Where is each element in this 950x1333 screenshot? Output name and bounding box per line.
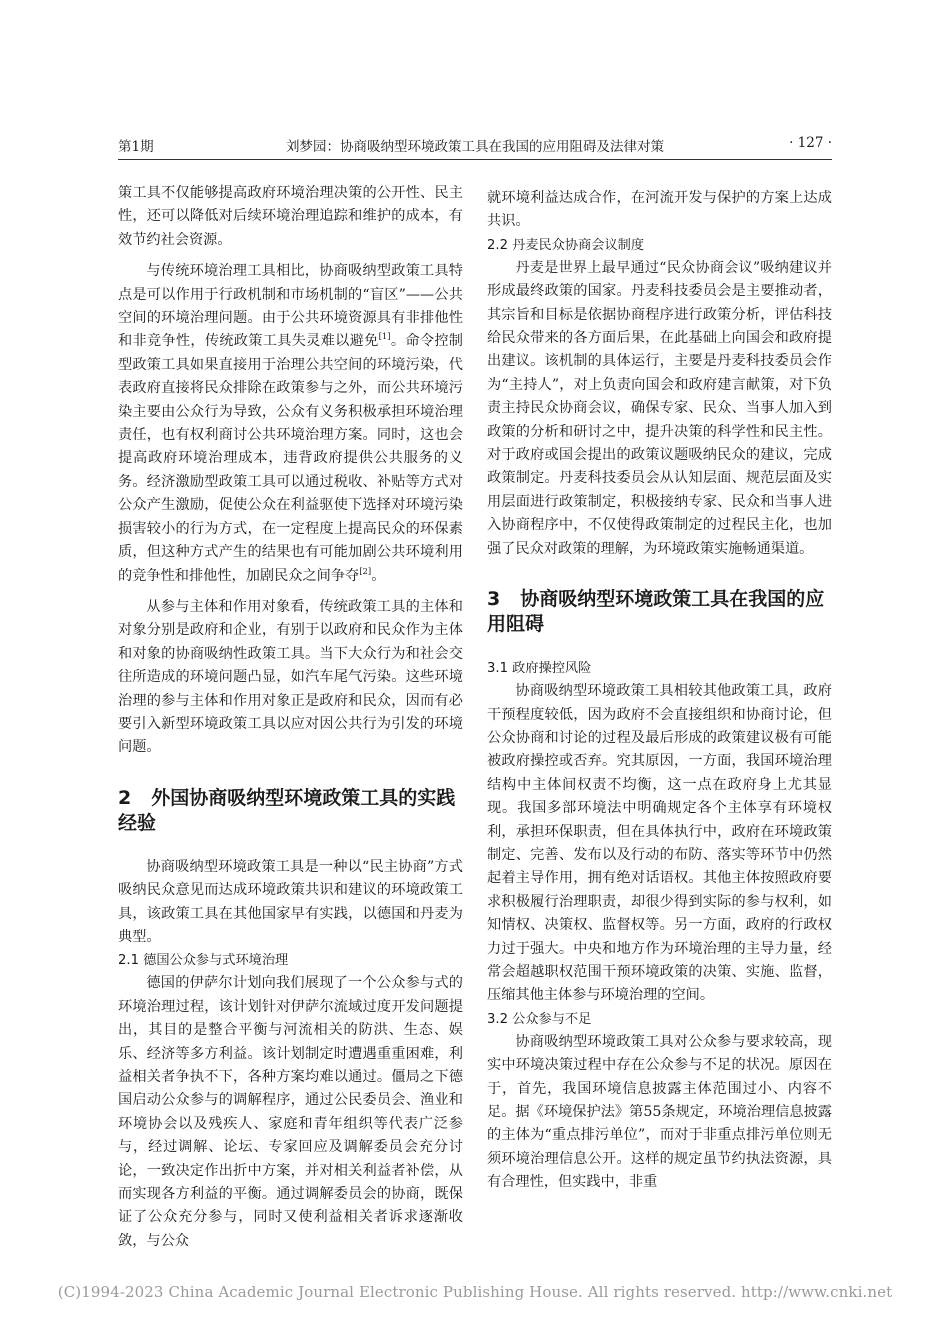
paragraph: 策工具不仅能够提高政府环境治理决策的公开性、民主性，还可以降低对后续环境治理追踪和维护的成本，有效节约社会资源。 xyxy=(118,185,463,248)
paragraph: 协商吸纳型环境政策工具对公众参与要求较高，现实中环境决策过程中存在公众参与不足的状况。原因在于，首先，我国环境信息披露主体范围过小、内容不足。据《环境保护法》第55条规定，环境治理信息披露的主体为“重点排污单位”，而对于非重点排污单位则无须环境治理信息公开。这样的规定虽节约执法资源，具有合理性，但实践中，非重 xyxy=(487,1033,832,1191)
subsection-heading: 2.1 德国公众参与式环境治理 xyxy=(118,953,289,969)
issue-number: 第1期 xyxy=(118,139,154,155)
section-number: 3 xyxy=(487,588,501,611)
right-column xyxy=(487,187,832,1195)
header-rule xyxy=(118,159,832,160)
paragraph-text: 。命令控制型政策工具如果直接用于治理公共空间的环境污染，代表政府直接将民众排除在政策参与之外，而公共环境污染主要由公众行为导致，公众有义务积极承担环境治理责任，也有权利商讨公共环境治理方案。同时，这也会提高政府环境治理成本，违背政府提供公共服务的义务。经济激励型政策工具可以通过税收、补贴等方式对公众产生激励，促使公众在利益驱使下选择对环境污染损害较小的行为方式，在一定程度上提高民众的环保素质，但这种方式产生的结果也有可能加剧公共环境利用的竞争性和排他性，加剧民众之间争夺 xyxy=(118,333,463,584)
section-heading xyxy=(487,587,832,637)
section-title: 外国协商吸纳型环境政策工具的实践经验 xyxy=(118,786,456,834)
copyright-footer: (C)1994-2023 China Academic Journal Electronic Publishing House. All rights reserved. http://www.cnki.net xyxy=(57,1283,893,1301)
paragraph: 丹麦是世界上最早通过“民众协商会议”吸纳建议并形成最终政策的国家。丹麦科技委员会是主要推动者，其宗旨和目标是依据协商程序进行政策分析，评估科技给民众带来的各方面后果，在此基础上向国会和政府提出建议。该机制的具体运行，主要是丹麦科技委员会作为“主持人”，对上负责向国会和政府建言献策，对下负责主持民众协商会议，确保专家、民众、当事人加入到政策的分析和研讨之中，提升决策的科学性和民主性。对于政府或国会提出的政策议题吸纳民众的建议，完成政策制定。丹麦科技委员会从认知层面、规范层面及实用层面进行政策制定，积极接纳专家、民众和当事人进入协商程序中，不仅使得政策制定的过程民主化，也加强了民众对政策的理解，为环境政策实施畅通渠道。 xyxy=(487,259,832,557)
paragraph: 协商吸纳型环境政策工具相较其他政策工具，政府干预程度较低，因为政府不会直接组织和协商讨论，但公众协商和讨论的过程及最后形成的政策建议极有可能被政府操控或否弃。究其原因，一方面，我国环境治理结构中主体间权责不均衡，这一点在政府身上尤其显现。我国多部环境法中明确规定各个主体享有环境权利，承担环保职责，但在具体执行中，政府在环境政策制定、完善、发布以及行动的布防、落实等环节中仍然起着主导作用，拥有绝对话语权。其他主体按照政府要求积极履行治理职责，却很少得到实际的参与权利，如知情权、决策权、监督权等。另一方面，政府的行政权力过于强大。中央和地方作为环境治理的主导力量，经常会超越职权范围干预环境政策的决策、实施、监督，压缩其他主体参与环境治理的空间。 xyxy=(487,683,832,1004)
citation-ref[interactable]: [1] xyxy=(378,332,391,343)
running-header xyxy=(118,135,832,157)
page-number: · 127 · xyxy=(789,135,832,151)
paragraph-text: 与传统环境治理工具相比，协商吸纳型政策工具特点是可以作用于行政机制和市场机制的“盲区”——公共空间的环境治理问题。由于公共环境资源具有非排他性和非竞争性，传统政策工具失灵难以避免 xyxy=(118,263,463,350)
left-column xyxy=(118,182,463,1253)
running-title: 刘梦园：协商吸纳型环境政策工具在我国的应用阻碍及法律对策 xyxy=(286,139,664,155)
subsection-heading: 3.2 公众参与不足 xyxy=(487,1011,592,1027)
paragraph: 从参与主体和作用对象看，传统政策工具的主体和对象分别是政府和企业，有别于以政府和民众作为主体和对象的协商吸纳性政策工具。当下大众行为和社会交往所造成的环境问题凸显，如汽车尾气污染。这些环境治理的参与主体和作用对象正是政府和民众，因而有必要引入新型环境政策工具以应对因公共行为引发的环境问题。 xyxy=(118,598,463,756)
paragraph-text: 。 xyxy=(371,567,386,584)
subsection-heading: 2.2 丹麦民众协商会议制度 xyxy=(487,237,645,253)
section-number: 2 xyxy=(118,786,132,809)
section-title: 协商吸纳型环境政策工具在我国的应用阻碍 xyxy=(487,588,825,636)
paragraph xyxy=(118,260,463,588)
paragraph: 协商吸纳型环境政策工具是一种以“民主协商”方式吸纳民众意见而达成环境政策共识和建议的环境政策工具，该政策工具在其他国家早有实践，以德国和丹麦为典型。 xyxy=(118,858,463,945)
citation-ref[interactable]: [2] xyxy=(359,566,372,577)
subsection-heading: 3.1 政府操控风险 xyxy=(487,661,592,677)
paragraph: 就环境利益达成合作，在河流开发与保护的方案上达成共识。 xyxy=(487,190,832,230)
section-heading xyxy=(118,786,463,836)
paragraph: 德国的伊萨尔计划向我们展现了一个公众参与式的环境治理过程，该计划针对伊萨尔流域过度开发问题提出，其目的是整合平衡与河流相关的防洪、生态、娱乐、经济等多方利益。该计划制定时遭遇重重困难，利益相关者争执不下，各种方案均难以通过。僵局之下德国启动公众参与的调解程序，通过公民委员会、渔业和环境协会以及残疾人、家庭和青年组织等代表广泛参与，经过调解、论坛、专家回应及调解委员会充分讨论，一致决定作出折中方案，并对相关利益者补偿，从而实现各方利益的平衡。通过调解委员会的协商，既保证了公众充分参与，同时又使利益相关者诉求逐渐收敛，与公众 xyxy=(118,975,463,1249)
